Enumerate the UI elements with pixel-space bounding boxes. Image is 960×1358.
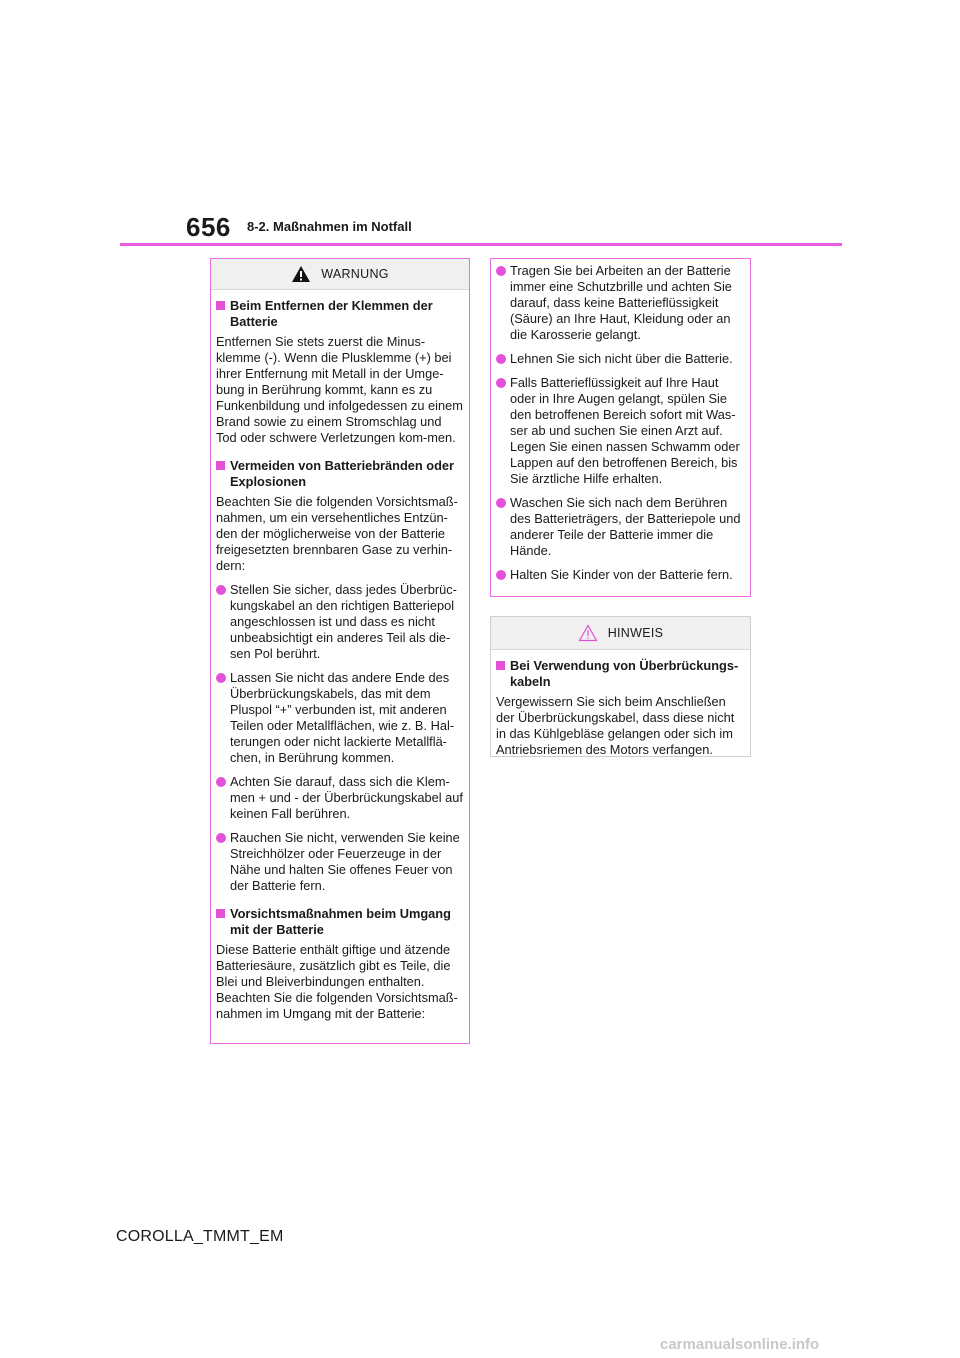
notice-header [491, 617, 750, 650]
list-item [216, 582, 463, 662]
subheading [216, 298, 463, 330]
footer-model: COROLLA_TMMT_EM [116, 1228, 284, 1245]
list-item-text: Waschen Sie sich nach dem Berühren des Batterieträgers, der Batteriepole und anderer Teile der Batterie immer die Hände. [510, 495, 741, 558]
list-item [216, 774, 463, 822]
circle-bullet-icon [216, 777, 226, 787]
list-item [216, 670, 463, 766]
list-item [496, 375, 744, 487]
circle-bullet-icon [496, 266, 506, 276]
watermark: carmanualsonline.info [660, 1336, 820, 1353]
circle-bullet-icon [496, 570, 506, 580]
list-item-text: Lassen Sie nicht das andere Ende des Überbrückungskabels, das mit dem Pluspol “+” verbunden ist, mit anderen Teilen oder Metallflächen, wie z. B. Hal-terungen oder nicht lackierte Metallflä-chen, in Berührung kommen. [230, 670, 455, 765]
subheading [216, 458, 463, 490]
circle-bullet-icon [496, 354, 506, 364]
page-number: 656 [186, 212, 231, 242]
list-item-text: Rauchen Sie nicht, verwenden Sie keine Streichhölzer oder Feuerzeuge in der Nähe und halten Sie offenes Feuer von der Batterie fern. [230, 830, 460, 893]
paragraph: Beachten Sie die folgenden Vorsichtsmaß-nahmen, um ein versehentliches Entzün-den der möglicherweise von der Batterie freigesetzten brennbaren Gase zu verhin-dern: [216, 494, 458, 573]
list-item-text: Achten Sie darauf, dass sich die Klem-men + und - der Überbrückungskabel auf keinen Fall berühren. [230, 774, 463, 821]
warning-title: WARNUNG [321, 267, 389, 281]
list-item-text: Stellen Sie sicher, dass jedes Überbrüc-kungskabel an den richtigen Batteriepol angeschlossen ist und dass es nicht unbeabsichtigt ein anderes Teil als die-sen Pol berührt. [230, 582, 457, 661]
subheading-text: Beim Entfernen der Klemmen der Batterie [230, 298, 433, 329]
square-bullet-icon [496, 661, 505, 670]
circle-bullet-icon [496, 378, 506, 388]
list-item-text: Lehnen Sie sich nicht über die Batterie. [510, 351, 733, 366]
list-item [496, 263, 744, 343]
notice-box [490, 616, 751, 757]
subheading [216, 906, 463, 938]
list-item-text: Halten Sie Kinder von der Batterie fern. [510, 567, 733, 582]
subheading [496, 658, 744, 690]
subheading-text: Vermeiden von Batteriebränden oder Explosionen [230, 458, 455, 489]
list-item-text: Falls Batterieflüssigkeit auf Ihre Haut oder in Ihre Augen gelangt, spülen Sie den betroffenen Bereich sofort mit Was-ser ab und suchen Sie einen Arzt auf. Legen Sie einen nassen Schwamm oder Lappen auf den betroffenen Bereich, bis Sie ärztliche Hilfe erhalten. [510, 375, 740, 486]
square-bullet-icon [216, 301, 225, 310]
circle-bullet-icon [216, 585, 226, 595]
paragraph: Diese Batterie enthält giftige und ätzende Batteriesäure, zusätzlich gibt es Teile, die Blei und Bleiverbindungen enthalten. Beachten Sie die folgenden Vorsichtsmaß-nahmen im Umgang mit der Batterie: [216, 942, 458, 1021]
square-bullet-icon [216, 461, 225, 470]
list-item [496, 495, 744, 559]
paragraph: Vergewissern Sie sich beim Anschließen der Überbrückungskabel, dass diese nicht in das Kühlgebläse gelangen oder sich im Antriebsriemen des Motors verfangen. [496, 694, 735, 757]
warning-box-left [210, 258, 470, 1044]
circle-bullet-icon [216, 673, 226, 683]
subheading-text: Bei Verwendung von Überbrückungs-kabeln [510, 658, 739, 689]
notice-title: HINWEIS [607, 626, 664, 640]
list-item [216, 830, 463, 894]
square-bullet-icon [216, 909, 225, 918]
circle-bullet-icon [216, 833, 226, 843]
caution-outline-icon [578, 624, 598, 642]
circle-bullet-icon [496, 498, 506, 508]
section-title: 8-2. Maßnahmen im Notfall [247, 219, 412, 234]
warning-header [211, 259, 469, 290]
list-item [496, 351, 744, 367]
paragraph: Entfernen Sie stets zuerst die Minus-klemme (-). Wenn die Plusklemme (+) bei ihrer Entfernung mit Metall in der Umge-bung in Berührung kommt, kann es zu Funkenbildung und infolgedessen zu einem Brand sowie zu einem Stromschlag und Tod oder schwere Verletzungen kom-men. [216, 334, 463, 445]
list-item [496, 567, 744, 583]
warning-triangle-icon [291, 265, 311, 283]
subheading-text: Vorsichtsmaßnahmen beim Umgang mit der Batterie [230, 906, 451, 937]
header-rule [120, 243, 842, 246]
list-item-text: Tragen Sie bei Arbeiten an der Batterie immer eine Schutzbrille und achten Sie darauf, dass keine Batterieflüssigkeit (Säure) an Ihre Haut, Kleidung oder an die Karosserie gelangt. [510, 263, 732, 342]
warning-box-right [490, 258, 751, 597]
